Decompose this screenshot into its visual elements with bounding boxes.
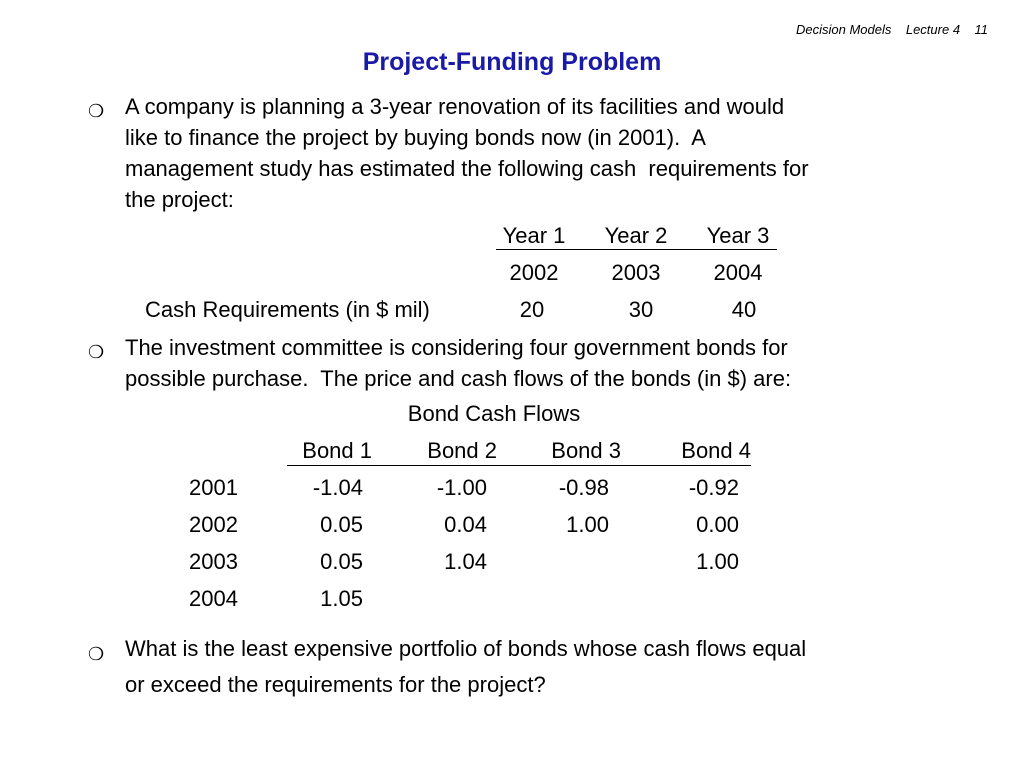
slide-title: Project-Funding Problem bbox=[362, 48, 662, 76]
page-number: 11 bbox=[974, 22, 988, 37]
bullet-2-text bbox=[125, 332, 791, 394]
slide-header bbox=[796, 22, 988, 37]
cash-value-year-2: 30 bbox=[628, 297, 654, 322]
bond-header-4: Bond 4 bbox=[681, 438, 751, 463]
cash-value-year-3: 40 bbox=[731, 297, 757, 322]
bond-header-1: Bond 1 bbox=[302, 438, 372, 463]
bond-row-year: 2001 bbox=[189, 475, 238, 500]
cash-header-year-3: Year 3 bbox=[706, 223, 770, 248]
cash-year-2002: 2002 bbox=[509, 260, 559, 285]
lecture-label: Lecture 4 bbox=[905, 22, 961, 37]
cash-year-2004: 2004 bbox=[713, 260, 763, 285]
bond-row-year: 2002 bbox=[189, 512, 238, 537]
bullet-1-line: A company is planning a 3-year renovation of its facilities and would bbox=[125, 94, 785, 119]
bond-header-underline bbox=[287, 465, 751, 466]
bond-header-3: Bond 3 bbox=[551, 438, 621, 463]
bullet-3-line: What is the least expensive portfolio of bonds whose cash flows equal bbox=[125, 636, 807, 661]
bond-cell: 1.04 bbox=[444, 549, 487, 574]
bullet-3-line: or exceed the requirements for the project? bbox=[125, 672, 546, 697]
bullet-circle-icon: ❍ bbox=[88, 101, 105, 121]
bullet-1-line: like to finance the project by buying bonds now (in 2001). A bbox=[125, 125, 706, 150]
bond-cell: 1.00 bbox=[566, 512, 609, 537]
bullet-1-line: management study has estimated the following cash requirements for bbox=[125, 156, 809, 181]
cash-value-year-1: 20 bbox=[519, 297, 545, 322]
course-name: Decision Models bbox=[796, 22, 892, 37]
bond-cell: 0.00 bbox=[696, 512, 739, 537]
bond-cell: -1.00 bbox=[436, 475, 487, 500]
bullet-1-line: the project: bbox=[125, 187, 234, 212]
bond-cell: 1.05 bbox=[320, 586, 363, 611]
bullet-2-line: The investment committee is considering four government bonds for bbox=[125, 335, 788, 360]
bond-cell: -0.98 bbox=[558, 475, 609, 500]
bond-cell: -0.92 bbox=[688, 475, 739, 500]
cash-year-2003: 2003 bbox=[611, 260, 661, 285]
bullet-3-text bbox=[125, 631, 806, 703]
bullet-circle-icon: ❍ bbox=[88, 644, 105, 664]
bullet-1-text bbox=[125, 91, 809, 215]
bond-cell: 1.00 bbox=[696, 549, 739, 574]
bond-table-caption: Bond Cash Flows bbox=[407, 401, 581, 426]
bond-row-year: 2003 bbox=[189, 549, 238, 574]
bond-row-year: 2004 bbox=[189, 586, 238, 611]
bond-cell: 0.05 bbox=[320, 549, 363, 574]
bond-cell: 0.04 bbox=[444, 512, 487, 537]
cash-header-underline bbox=[496, 249, 777, 250]
bullet-2-line: possible purchase. The price and cash flows of the bonds (in $) are: bbox=[125, 366, 792, 391]
bond-cell: 0.05 bbox=[320, 512, 363, 537]
bullet-circle-icon: ❍ bbox=[88, 342, 105, 362]
bond-header-2: Bond 2 bbox=[427, 438, 497, 463]
bond-cell: -1.04 bbox=[312, 475, 363, 500]
cash-row-label: Cash Requirements (in $ mil) bbox=[145, 297, 430, 322]
cash-header-year-1: Year 1 bbox=[502, 223, 566, 248]
cash-header-year-2: Year 2 bbox=[604, 223, 668, 248]
